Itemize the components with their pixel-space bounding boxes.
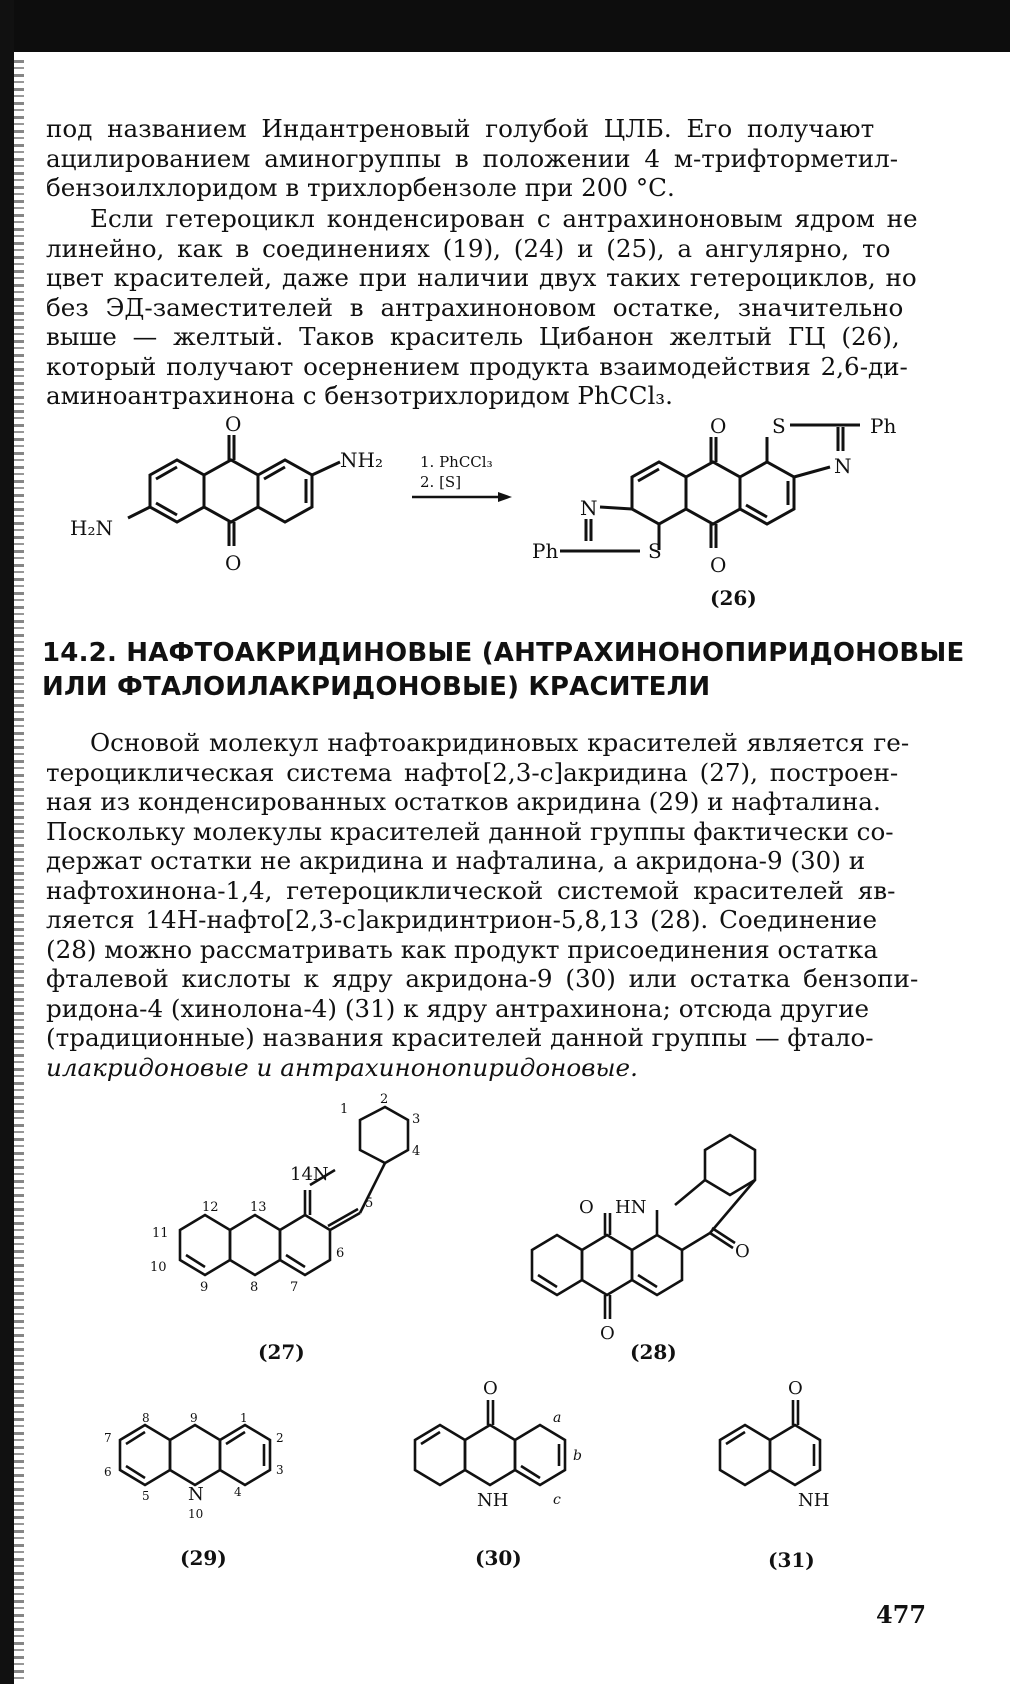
heading-line: 14.2. НАФТОАКРИДИНОВЫЕ (АНТРАХИНОНОПИРИДОНОВЫЕ [42, 638, 965, 668]
text-line: Основой молекул нафтоакридиновых красителей является ге- [90, 728, 910, 757]
oxygen-label: O [225, 551, 242, 575]
oxygen-label: O [710, 414, 727, 438]
amino-label: NH₂ [340, 448, 383, 472]
compound-28-label: (28) [630, 1340, 677, 1364]
structure-28 [520, 1115, 800, 1345]
text-line: тероциклическая система нафто[2,3-c]акридина (27), построен- [46, 757, 899, 787]
atom-number: 6 [336, 1246, 345, 1261]
text-line: ридона-4 (хинолона-4) (31) к ядру антрахинона; отсюда другие [46, 993, 870, 1023]
reagent-1: 1. PhCCl₃ [420, 453, 493, 471]
paragraph-3 [46, 728, 936, 1082]
text-line: илакридоновые и антрахинонопиридоновые. [46, 1052, 638, 1082]
scan-top-edge [0, 0, 1010, 52]
compound-29-label: (29) [180, 1546, 227, 1570]
reagent-2: 2. [S] [420, 473, 462, 491]
text-line: фталевой кислоты к ядру акридона-9 (30) или остатка бензопи- [46, 964, 919, 993]
atom-number: 1 [240, 1411, 248, 1425]
oxygen-label: O [735, 1241, 750, 1262]
atom-number: 11 [152, 1226, 169, 1241]
page-number: 477 [876, 1600, 927, 1629]
phenyl-label: Ph [532, 539, 559, 563]
atom-number: 7 [290, 1280, 299, 1295]
atom-number: 6 [104, 1465, 112, 1479]
oxygen-label: O [579, 1197, 594, 1218]
oxygen-label: O [225, 412, 242, 436]
oxygen-label: O [600, 1323, 615, 1344]
structure-29 [100, 1400, 330, 1540]
text-line: аминоантрахинона с бензотрихлоридом PhCCl₃. [46, 381, 673, 410]
reaction-scheme [0, 412, 1010, 625]
diaminoanthraquinone-structure [128, 435, 340, 546]
cibanone-yellow-structure [560, 425, 860, 551]
text-line: ацилированием аминогруппы в положении 4 м-трифторметил- [46, 143, 899, 173]
sulfur-label: S [648, 539, 662, 563]
phenyl-label: Ph [870, 414, 897, 438]
atom-number: 10 [150, 1260, 167, 1275]
amino-label: H₂N [70, 516, 113, 540]
position-label: c [553, 1492, 561, 1508]
text-line: который получают осернением продукта взаимодействия 2,6-ди- [46, 351, 908, 381]
section-heading [42, 636, 965, 704]
nitrogen-label: 14N [290, 1164, 329, 1185]
text-line: ная из конденсированных остатков акридина (29) и нафталина. [46, 787, 881, 816]
nitrogen-label: N [580, 496, 598, 520]
compound-31-label: (31) [768, 1548, 815, 1572]
text-line: без ЭД-заместителей в антрахиноновом остатке, значительно [46, 292, 904, 322]
atom-number: 1 [340, 1102, 349, 1117]
atom-number: 4 [234, 1485, 242, 1499]
structure-27 [150, 1092, 421, 1315]
atom-number: 13 [250, 1200, 267, 1215]
text-line: держат остатки не акридина и нафталина, а акридона-9 (30) и [46, 846, 866, 875]
atom-number: 5 [365, 1196, 374, 1211]
atom-number: 8 [250, 1280, 259, 1295]
text-line: бензоилхлоридом в трихлорбензоле при 200 °С. [46, 173, 675, 202]
sulfur-label: S [772, 414, 786, 438]
oxygen-label: O [710, 553, 727, 577]
oxygen-label: O [483, 1378, 498, 1399]
paragraph-2 [46, 204, 936, 411]
nitrogen-label: NH [798, 1490, 830, 1511]
structure-31 [710, 1370, 860, 1540]
reaction-arrow [412, 492, 512, 502]
compound-30-label: (30) [475, 1546, 522, 1570]
atom-number: 10 [188, 1507, 204, 1521]
text-line: (традиционные) названия красителей данной группы — фтало- [46, 1023, 874, 1052]
oxygen-label: O [788, 1378, 803, 1399]
nitrogen-label: N [834, 454, 852, 478]
compound-26-label: (26) [710, 586, 757, 610]
text-line: Поскольку молекулы красителей данной группы фактически со- [46, 816, 894, 846]
position-label: b [573, 1448, 582, 1464]
position-label: a [553, 1410, 562, 1426]
text-line: нафтохинона-1,4, гетероциклической системой красителей яв- [46, 875, 896, 905]
text-line: под названием Индантреновый голубой ЦЛБ. Его получают [46, 114, 875, 143]
atom-number: 3 [412, 1112, 421, 1127]
atom-number: 5 [142, 1489, 150, 1503]
atom-number: 12 [202, 1200, 219, 1215]
text-line: ляется 14H-нафто[2,3-c]акридинтрион-5,8,13 (28). Соединение [46, 905, 878, 934]
scan-left-noise [14, 60, 24, 1684]
nitrogen-label: NH [477, 1490, 509, 1511]
nitrogen-label: HN [615, 1197, 647, 1218]
scan-left-edge [0, 0, 14, 1684]
nitrogen-label: N [188, 1484, 204, 1505]
atom-number: 8 [142, 1411, 150, 1425]
paragraph-1 [46, 114, 936, 203]
atom-number: 9 [200, 1280, 209, 1295]
atom-number: 3 [276, 1463, 284, 1477]
atom-number: 2 [276, 1431, 284, 1445]
structure-30 [405, 1370, 625, 1540]
compound-27-label: (27) [258, 1340, 305, 1364]
text-line: Если гетероцикл конденсирован с антрахиноновым ядром не [90, 204, 918, 233]
text-line: линейно, как в соединениях (19), (24) и (25), а ангулярно, то [46, 233, 891, 263]
atom-number: 9 [190, 1411, 198, 1425]
heading-line: ИЛИ ФТАЛОИЛАКРИДОНОВЫЕ) КРАСИТЕЛИ [42, 672, 711, 702]
atom-number: 2 [380, 1092, 389, 1107]
text-line: выше — желтый. Таков краситель Цибанон желтый ГЦ (26), [46, 322, 900, 351]
text-line: цвет красителей, даже при наличии двух таких гетероциклов, но [46, 263, 917, 292]
text-line: (28) можно рассматривать как продукт присоединения остатка [46, 934, 879, 964]
atom-number: 7 [104, 1431, 112, 1445]
atom-number: 4 [412, 1144, 421, 1159]
